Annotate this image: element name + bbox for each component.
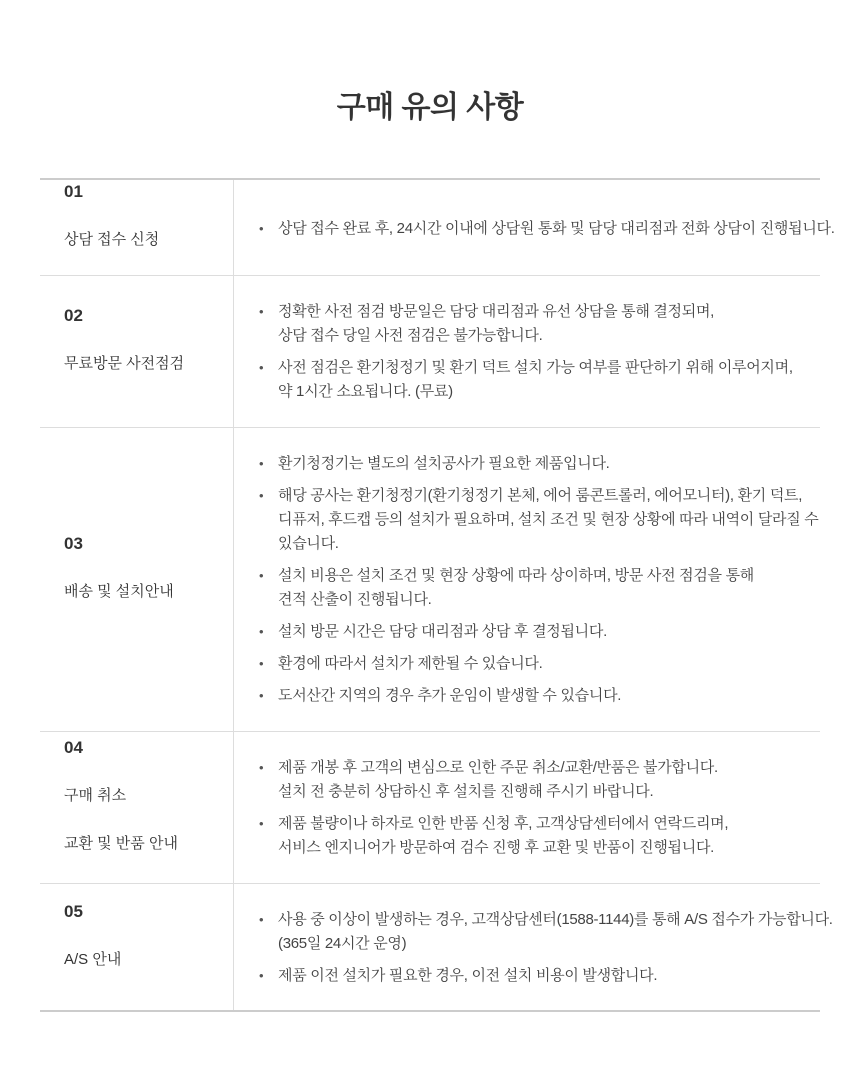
row-number: 02	[64, 305, 83, 325]
list-item: • 설치 방문 시간은 담당 대리점과 상담 후 결정됩니다.	[256, 620, 818, 644]
row-title-line: 무료방문 사전점검	[64, 354, 185, 372]
list-item: • 해당 공사는 환기청정기(환기청정기 본체, 에어 룸콘트롤러, 에어모니터), 환기 덕트, 디퓨저, 후드캡 등의 설치가 필요하며, 설치 조건 및 현장 상황에 따라 내역이 달라질 수 있습니다.	[256, 484, 818, 556]
list-item: • 제품 이전 설치가 필요한 경우, 이전 설치 비용이 발생합니다.	[256, 964, 833, 988]
row-body	[234, 884, 839, 1010]
list-item: • 상담 접수 완료 후, 24시간 이내에 상담원 통화 및 담당 대리점과 전화 상담이 진행됩니다.	[256, 217, 835, 241]
row-body	[234, 732, 820, 883]
row-number: 03	[64, 533, 83, 553]
bullet-icon: •	[259, 912, 264, 927]
list-item: • 제품 불량이나 하자로 인한 반품 신청 후, 고객상담센터에서 연락드리며, 서비스 엔지니어가 방문하여 검수 진행 후 교환 및 반품이 진행됩니다.	[256, 812, 814, 860]
row-title-line: 상담 접수 신청	[64, 230, 160, 248]
row-body	[234, 276, 820, 427]
list-item: • 정확한 사전 점검 방문일은 담당 대리점과 유선 상담을 통해 결정되며, 상담 접수 당일 사전 점검은 불가능합니다.	[256, 300, 814, 348]
row-number: 05	[64, 902, 83, 921]
notice-row-01	[40, 180, 835, 275]
notice-list	[256, 908, 833, 988]
row-title	[64, 556, 233, 628]
list-item: • 사용 중 이상이 발생하는 경우, 고객상담센터(1588-1144)를 통해 A/S 접수가 가능합니다. (365일 24시간 운영)	[256, 908, 833, 956]
bullet-icon: •	[259, 656, 264, 671]
notice-row-04	[40, 731, 820, 883]
bullet-icon: •	[259, 968, 264, 983]
list-item: • 사전 점검은 환기청정기 및 환기 덕트 설치 가능 여부를 판단하기 위해 이루어지며, 약 1시간 소요됩니다. (무료)	[256, 356, 814, 404]
notice-table	[40, 178, 835, 1012]
list-item: • 제품 개봉 후 고객의 변심으로 인한 주문 취소/교환/반품은 불가합니다. 설치 전 충분히 상담하신 후 설치를 진행해 주시기 바랍니다.	[256, 756, 814, 804]
bullet-icon: •	[259, 304, 264, 319]
bullet-icon: •	[259, 456, 264, 471]
bullet-icon: •	[259, 760, 264, 775]
notice-list	[256, 217, 835, 241]
row-head	[40, 276, 234, 427]
row-body	[234, 428, 824, 731]
notice-list	[256, 756, 814, 860]
bullet-icon: •	[259, 688, 264, 703]
list-item: • 환기청정기는 별도의 설치공사가 필요한 제품입니다.	[256, 452, 818, 476]
row-title-line: A/S 안내	[64, 951, 122, 968]
bullet-icon: •	[259, 816, 264, 831]
list-item: • 환경에 따라서 설치가 제한될 수 있습니다.	[256, 652, 818, 676]
row-head	[40, 884, 234, 1010]
notice-row-02	[40, 275, 820, 427]
row-body	[234, 180, 841, 275]
bullet-icon: •	[259, 568, 264, 583]
row-title-line: 구매 취소	[64, 786, 127, 804]
notice-list	[256, 452, 818, 708]
bullet-icon: •	[259, 488, 264, 503]
row-title	[64, 204, 233, 276]
bullet-icon: •	[259, 360, 264, 375]
row-title	[64, 924, 233, 996]
notice-list	[256, 300, 814, 404]
row-title	[64, 760, 233, 880]
row-title-line: 배송 및 설치안내	[64, 582, 174, 600]
row-number: 01	[64, 181, 83, 201]
notice-row-05	[40, 883, 833, 1010]
bullet-icon: •	[259, 221, 264, 236]
row-head	[40, 732, 234, 883]
row-number: 04	[64, 737, 83, 757]
list-item: • 도서산간 지역의 경우 추가 운임이 발생할 수 있습니다.	[256, 684, 818, 708]
row-title-line: 교환 및 반품 안내	[64, 834, 178, 852]
notice-row-03	[40, 427, 820, 731]
row-head	[40, 180, 234, 275]
row-title	[64, 328, 233, 400]
row-head	[40, 428, 234, 731]
page-title: 구매 유의 사항	[336, 91, 524, 124]
list-item: • 설치 비용은 설치 조건 및 현장 상황에 따라 상이하며, 방문 사전 점검을 통해 견적 산출이 진행됩니다.	[256, 564, 818, 612]
bullet-icon: •	[259, 624, 264, 639]
